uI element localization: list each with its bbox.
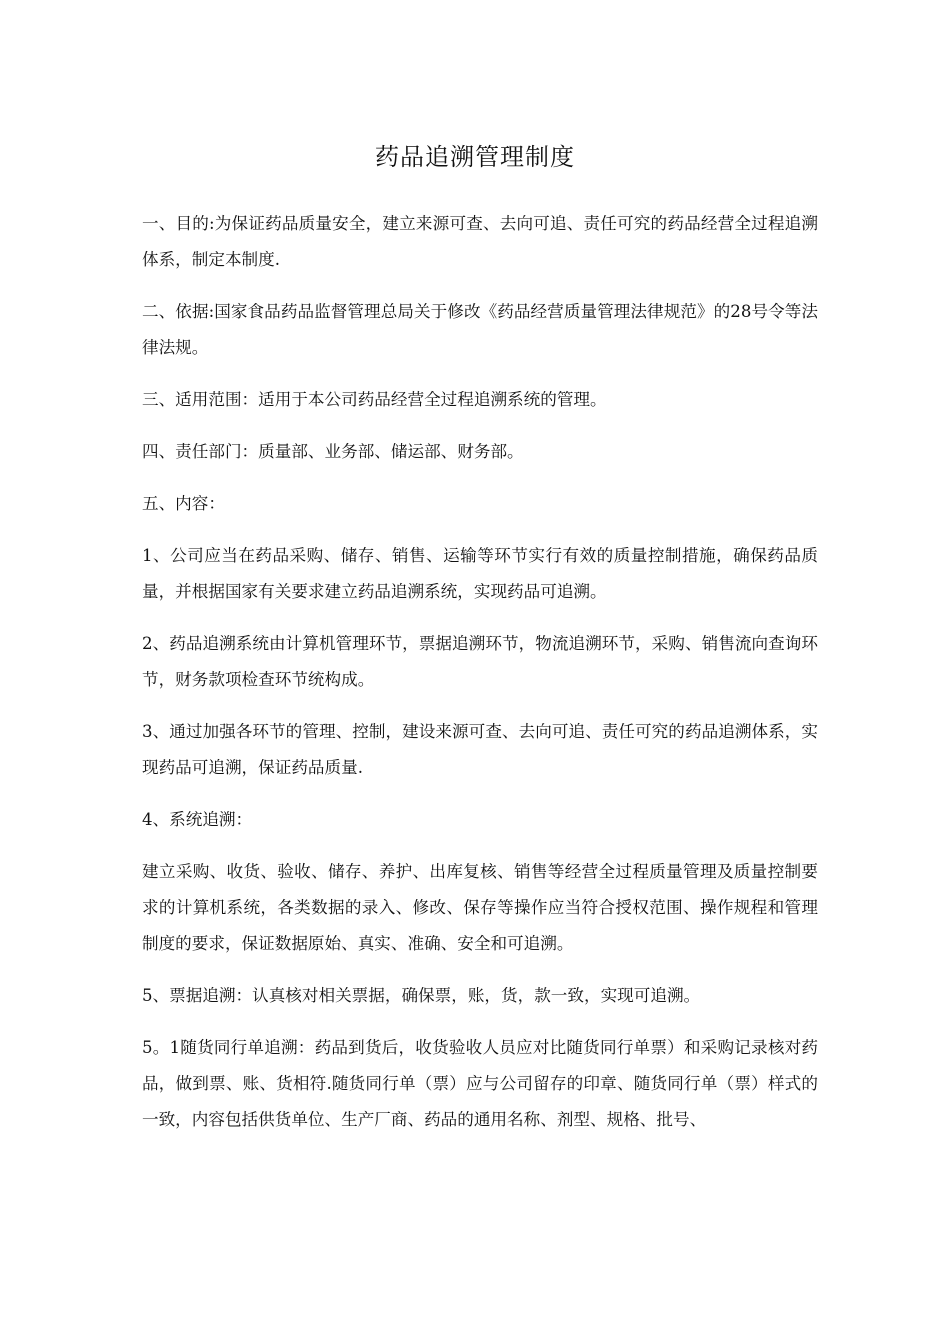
paragraph-departments: 四、责任部门：质量部、业务部、储运部、财务部。 bbox=[142, 442, 524, 461]
paragraph-scope: 三、适用范围：适用于本公司药品经营全过程追溯系统的管理。 bbox=[142, 390, 607, 409]
paragraph-item-4-body: 建立采购、收货、验收、储存、养护、出库复核、销售等经营全过程质量管理及质量控制要求的计算机系统，各类数据的录入、修改、保存等操作应当符合授权范围、操作规程和管理制度的要求，保证数据原始、真实、准确、安全和可追溯。 bbox=[142, 862, 818, 953]
document-title: 药品追溯管理制度 bbox=[375, 143, 575, 171]
paragraph-item-5: 5、票据追溯：认真核对相关票据，确保票，账，货，款一致，实现可追溯。 bbox=[142, 986, 701, 1005]
document-body bbox=[142, 206, 818, 1154]
paragraph-basis: 二、依据:国家食品药品监督管理总局关于修改《药品经营质量管理法律规范》的28号令等法律法规。 bbox=[142, 302, 819, 357]
paragraph-content-heading: 五、内容： bbox=[142, 494, 225, 513]
paragraph-item-5-1: 5。1随货同行单追溯：药品到货后，收货验收人员应对比随货同行单票）和采购记录核对药品，做到票、账、货相符.随货同行单（票）应与公司留存的印章、随货同行单（票）样式的一致，内容包括供货单位、生产厂商、药品的通用名称、剂型、规格、批号、 bbox=[142, 1038, 818, 1129]
paragraph-item-3: 3、通过加强各环节的管理、控制，建设来源可查、去向可追、责任可究的药品追溯体系，实现药品可追溯，保证药品质量. bbox=[142, 722, 818, 777]
paragraph-item-2: 2、药品追溯系统由计算机管理环节，票据追溯环节，物流追溯环节，采购、销售流向查询环节，财务款项检查环节统构成。 bbox=[142, 634, 818, 689]
paragraph-item-1: 1、公司应当在药品采购、储存、销售、运输等环节实行有效的质量控制措施，确保药品质量，并根据国家有关要求建立药品追溯系统，实现药品可追溯。 bbox=[142, 546, 818, 601]
paragraph-purpose: 一、目的:为保证药品质量安全，建立来源可查、去向可追、责任可究的药品经营全过程追溯体系，制定本制度. bbox=[142, 214, 818, 269]
paragraph-item-4-heading: 4、系统追溯： bbox=[142, 810, 253, 829]
